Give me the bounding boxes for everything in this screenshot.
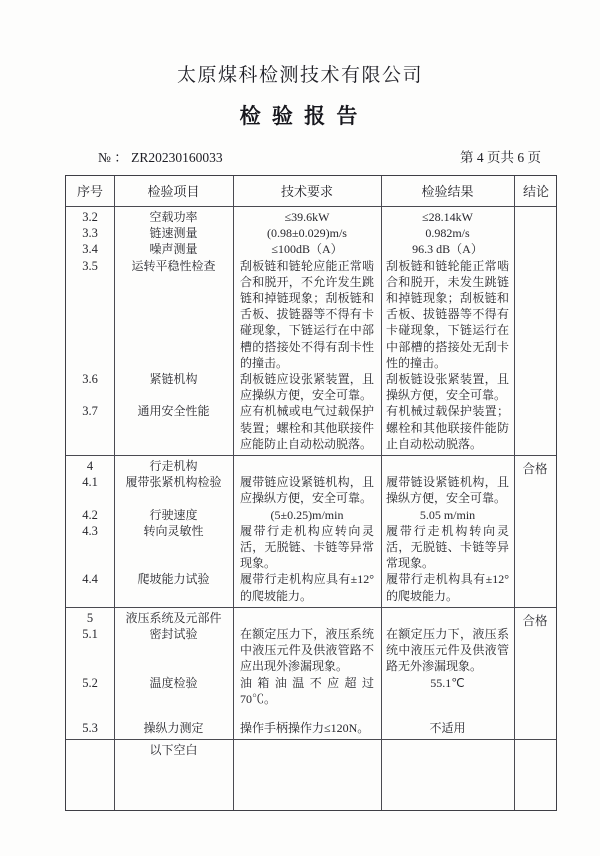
row-result — [381, 742, 514, 758]
row-item-name: 操纵力测定 — [143, 721, 204, 736]
row-item-name: 空载功率 — [149, 210, 198, 224]
row-result — [381, 458, 514, 474]
row-number — [66, 742, 114, 758]
row-item-name: 转向灵敏性 — [143, 523, 204, 538]
row-number: 3.4 — [82, 242, 98, 257]
row-tech-requirement: 应有机械或电气过载保护装置；螺栓和其他联接件应能防止自动松动脱落。 — [240, 404, 374, 451]
page-indicator: 第 4 页共 6 页 — [460, 150, 541, 165]
row-item-name: 行驶速度 — [149, 507, 198, 522]
table-row — [66, 458, 514, 474]
row-number: 3.5 — [82, 258, 98, 273]
row-result: 不适用 — [429, 721, 466, 736]
row-item-name: 温度检验 — [149, 675, 198, 690]
section-rows — [66, 207, 514, 455]
row-item-name: 通用安全性能 — [137, 404, 210, 419]
row-tech-requirement: 刮板链和链轮应能正常啮合和脱开，不允许发生跳链和掉链现象；刮板链和舌板、拔链器等不得有卡碰现象，下链运行在中部槽的搭接处不得有刮卡性的撞击。 — [240, 258, 374, 370]
section-rows — [66, 608, 514, 739]
row-number: 4.1 — [82, 475, 98, 490]
report-number: № ： ZR20230160033 — [98, 150, 223, 165]
row-tech-requirement: 油箱油温不应超过 70℃。 — [240, 675, 374, 706]
table-row — [66, 209, 514, 225]
row-result: 96.3 dB（A） — [412, 242, 483, 257]
row-number: 5.2 — [82, 675, 98, 690]
row-item-name: 噪声测量 — [149, 242, 198, 257]
conclusion-cell: 合格 — [522, 613, 548, 628]
inspection-table — [65, 175, 557, 811]
row-result: 履带行走机构具有±12°的爬坡能力。 — [386, 572, 509, 603]
table-row — [66, 403, 514, 452]
row-tech-requirement: (5±0.25)m/min — [270, 507, 344, 522]
table-row — [66, 507, 514, 523]
table-row — [66, 258, 514, 371]
row-result: 履带链设紧链机构，且操纵方便，安全可靠。 — [386, 475, 509, 506]
column-divider — [514, 176, 515, 810]
conclusion-cell — [514, 740, 556, 810]
row-number: 4 — [86, 459, 94, 474]
table-row — [66, 474, 514, 506]
table-row — [66, 371, 514, 403]
column-divider — [233, 176, 234, 810]
row-result: 5.05 m/min — [419, 507, 476, 522]
col-header-tech: 技术要求 — [280, 184, 333, 199]
row-tech-requirement: ≤39.6kW — [284, 210, 330, 224]
row-result — [381, 610, 514, 626]
table-row — [66, 742, 514, 758]
row-tech-requirement — [233, 610, 381, 626]
report-meta — [65, 146, 557, 166]
company-name: 太原煤科检测技术有限公司 — [176, 65, 423, 86]
row-item-name: 液压系统及元部件 — [125, 610, 222, 625]
row-result: ≤28.14kW — [422, 210, 473, 224]
conclusion-cell: 合格 — [522, 462, 548, 477]
row-item-name: 行走机构 — [149, 459, 198, 474]
row-item-name: 履带张紧机构检验 — [125, 475, 222, 490]
table-row — [66, 571, 514, 603]
row-result: 有机械过载保护装置；螺栓和其他联接件能防止自动松动脱落。 — [386, 404, 509, 451]
row-tech-requirement: 履带行走机构应具有±12°的爬坡能力。 — [240, 572, 374, 603]
table-row — [66, 225, 514, 241]
row-number: 3.6 — [82, 372, 98, 387]
row-number: 5 — [86, 610, 94, 625]
section — [66, 206, 556, 455]
row-tech-requirement: 刮板链应设张紧装置，且应操纵方便，安全可靠。 — [240, 372, 374, 403]
row-number: 3.7 — [82, 404, 98, 419]
column-divider — [114, 176, 115, 810]
col-header-result: 检验结果 — [421, 184, 474, 199]
table-row — [66, 720, 514, 736]
row-tech-requirement — [233, 458, 381, 474]
table-row — [66, 241, 514, 257]
row-tech-requirement: 履带行走机构应转向灵活，无脱链、卡链等异常现象。 — [240, 523, 374, 571]
row-tech-requirement: (0.98±0.029)m/s — [267, 226, 347, 241]
table-row — [66, 523, 514, 572]
row-number: 3.3 — [82, 226, 98, 241]
row-item-name: 密封试验 — [149, 627, 198, 642]
row-result: 刮板链设张紧装置，且操纵方便，安全可靠。 — [386, 372, 509, 403]
table-row — [66, 626, 514, 675]
col-header-conclusion: 结论 — [522, 184, 549, 199]
column-divider — [381, 176, 382, 810]
row-result: 55.1℃ — [430, 675, 465, 690]
row-item-name: 链速测量 — [149, 226, 198, 241]
table-body — [66, 206, 556, 810]
row-tech-requirement: 在额定压力下，液压系统中液压元件及供液管路不应出现外渗漏现象。 — [240, 627, 374, 674]
row-tech-requirement: 操作手柄操作力≤120N。 — [240, 721, 370, 736]
row-number: 5.1 — [82, 627, 98, 642]
row-tech-requirement: ≤100dB（A） — [271, 242, 343, 257]
row-number: 4.4 — [82, 572, 98, 587]
section — [66, 455, 556, 607]
section — [66, 739, 556, 810]
col-header-no: 序号 — [76, 184, 103, 199]
row-number: 4.3 — [82, 523, 98, 538]
row-number: 5.3 — [82, 721, 98, 736]
report-title: 检 验 报 告 — [239, 104, 361, 128]
section-rows — [66, 456, 514, 607]
table-row — [66, 675, 514, 707]
section — [66, 607, 556, 739]
row-number: 4.2 — [82, 507, 98, 522]
row-result: 刮板链和链轮能正常啮合和脱开，未发生跳链和掉链现象；刮板链和舌板、拔链器等不得有卡碰现象，下链运行在中部槽的搭接处无刮卡性的撞击。 — [386, 258, 509, 370]
row-item-name: 爬坡能力试验 — [137, 572, 210, 587]
table-row — [66, 610, 514, 626]
row-item-name: 运转平稳性检查 — [131, 258, 216, 273]
row-result: 0.982m/s — [425, 226, 470, 241]
section-rows — [66, 740, 514, 810]
row-number: 3.2 — [82, 210, 98, 224]
table-header-row — [66, 176, 556, 206]
col-header-item: 检验项目 — [147, 184, 200, 199]
row-item-name: 以下空白 — [149, 743, 198, 758]
conclusion-cell — [514, 207, 556, 455]
row-tech-requirement: 履带链应设紧链机构，且应操纵方便，安全可靠。 — [240, 475, 374, 506]
row-result: 在额定压力下，液压系统中液压元件及供液管路无外渗漏现象。 — [386, 627, 509, 674]
row-result: 履带行走机构转向灵活，无脱链、卡链等异常现象。 — [386, 523, 509, 571]
row-item-name: 紧链机构 — [149, 372, 198, 387]
row-tech-requirement — [233, 742, 381, 758]
